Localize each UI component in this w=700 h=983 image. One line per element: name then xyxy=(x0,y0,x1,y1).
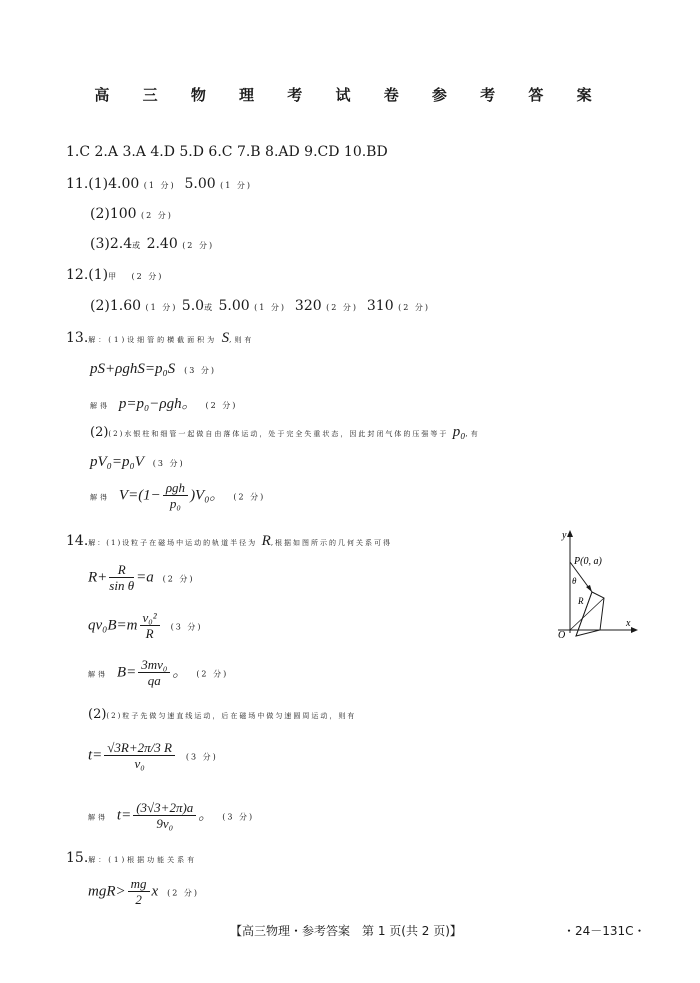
origin-label: O xyxy=(558,630,566,641)
q13-solution-2: 解得 V=(1− $\frac{\text{ρgh}}{\text{p₀}}$ )V₀。 (2 分) xyxy=(90,480,266,511)
footer-page-info: 【高三物理・参考答案 第 1 页(共 2 页)】 xyxy=(230,924,462,938)
theta-label: θ xyxy=(572,576,577,586)
y-label: y xyxy=(562,530,567,541)
q11-part2: (2)100 (2 分) xyxy=(90,206,173,222)
mc-answers: 1.C 2.A 3.A 4.D 5.D 6.C 7.B 8.AD 9.CD 10.BD xyxy=(66,144,388,160)
q15-intro: 15.解：(1)根据功能关系有 xyxy=(66,850,198,866)
trajectory-arrow xyxy=(586,585,592,592)
q11-part1: 11.(1)4.00 (1 分) 5.00 (1 分) xyxy=(66,176,253,192)
page-title: 高 三 物 理 考 试 卷 参 考 答 案 xyxy=(94,86,606,104)
q11-part3: (3)2.4或 2.40 (2 分) xyxy=(90,236,215,252)
q13-solution-1: 解得 p=p₀−ρgh。 (2 分) xyxy=(90,396,238,412)
q14-equation-3: t= $\frac{√3R+2\pi/3 R}{\text{v₀}}$ (3 分) xyxy=(88,740,218,771)
q14-solution-1: 解得 B= $\frac{\text{3mv₀}}{qa}$ 。 (2 分) xyxy=(88,657,229,688)
q13-equation-1: pS+ρghS=p₀S (3 分) xyxy=(90,361,216,377)
q14-intro: 14.解：(1)设粒子在磁场中运动的轨道半径为 R,根据如图所示的几何关系可得 xyxy=(66,533,393,549)
point-label: P(0, a) xyxy=(574,556,602,567)
y-axis-arrow xyxy=(567,530,573,537)
q14-equation-2: qv₀B=m $\frac{\text{v₀²}}{R}$ (3 分) xyxy=(88,610,203,641)
x-label: x xyxy=(626,618,631,629)
q14-solution-2: 解得 t= $\frac{(3√3+2\pi)a}{\text{9v₀}}$ 。 (3 分) xyxy=(88,800,255,831)
q13-part2-text: (2)(2)水银柱和细管一起做自由落体运动，处于完全失重状态，因此封闭气体的压强等于 p₀,有 xyxy=(90,424,481,440)
footer-code: ・24－131C・ xyxy=(563,924,646,938)
q14-equation-1: R+ $\frac{R}{\text{sin θ}}$ =a (2 分) xyxy=(88,562,195,593)
chord-line xyxy=(570,598,604,630)
q14-part2-text: (2)(2)粒子先做匀速直线运动，后在磁场中做匀速圆周运动，则有 xyxy=(88,707,357,722)
q12-part1: 12.(1)甲 (2 分) xyxy=(66,267,164,283)
q12-part2: (2)1.60 (1 分) 5.0或 5.00 (1 分) 320 (2 分) 310 (2 分) xyxy=(90,298,430,314)
q13-equation-2: pV₀=p₀V (3 分) xyxy=(90,454,185,470)
x-axis-arrow xyxy=(631,627,638,633)
q13-intro: 13.解：(1)设细管的横截面积为 S,则有 xyxy=(66,330,255,346)
radius-label: R xyxy=(578,596,584,606)
q15-equation-1: mgR> $\frac{mg}{2}$ x (2 分) xyxy=(88,876,199,907)
geometry-diagram xyxy=(548,528,644,644)
